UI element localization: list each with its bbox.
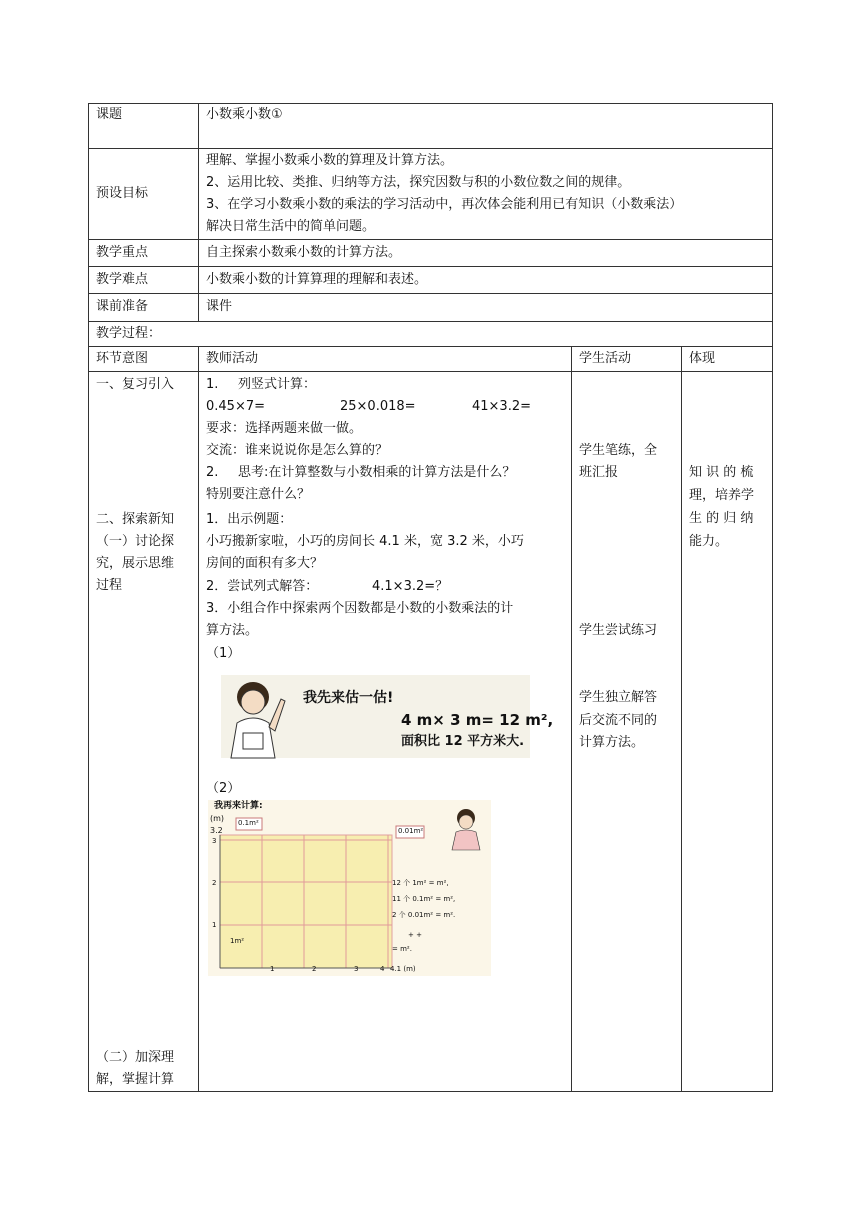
calc-row-2: 11 个 0.1m² = m²,: [392, 895, 456, 903]
section-explore-2: （一）讨论探: [96, 534, 175, 549]
example-3a: 3．小组合作中探索两个因数都是小数的小数乘法的计: [206, 601, 514, 616]
y-unit: (m): [210, 814, 225, 823]
calc-3: 41×3.2=: [472, 399, 532, 414]
section-explore-1: 二、探索新知: [96, 512, 175, 527]
section-explore-3: 究，展示思维: [96, 556, 175, 571]
estimate-figure: [221, 675, 554, 758]
exchange: 交流：谁来说说你是怎么算的？: [206, 443, 389, 458]
box-tiny-label: 0.01m²: [398, 827, 424, 835]
estimate-note: 面积比 12 平方米大.: [401, 734, 525, 749]
x-tick-4: 4: [380, 965, 385, 973]
estimate-equation: 4 m× 3 m= 12 m²,: [401, 711, 554, 729]
header-reflect: 体现: [689, 351, 716, 366]
grid-title: 我再来计算:: [214, 801, 263, 811]
grid-figure: [208, 800, 491, 976]
prep-label: 课前准备: [96, 299, 149, 314]
teacher-item-1-num: 1.: [206, 377, 219, 392]
teacher-item-2-num: 2.: [206, 465, 219, 480]
student-3b: 后交流不同的: [579, 713, 658, 728]
requirement: 要求：选择两题来做一做。: [206, 421, 363, 436]
topic-value: 小数乘小数①: [206, 107, 283, 122]
header-teacher: 教师活动: [206, 351, 259, 366]
y-tick-3: 3: [212, 837, 217, 845]
goal-line-1: 理解、掌握小数乘小数的算理及计算方法。: [206, 153, 454, 168]
reflect-3: 生 的 归 纳: [689, 511, 754, 526]
unit-square-label: 1m²: [230, 937, 245, 945]
boy-illustration: [221, 675, 291, 758]
process-label: 教学过程：: [96, 326, 162, 341]
y-tick-1: 1: [212, 921, 217, 929]
example-1: 1．出示例题：: [206, 512, 293, 527]
box-small-label: 0.1m²: [238, 819, 259, 827]
y-tick-2: 2: [212, 879, 217, 887]
header-stage: 环节意图: [96, 351, 149, 366]
section-explore-4: 过程: [96, 578, 123, 593]
example-2: 2．尝试列式解答：: [206, 579, 319, 594]
speech-text: 我先来估一估!: [303, 690, 394, 706]
x-tick-1: 1: [270, 965, 275, 973]
x-axis-end: 4.1 (m): [390, 965, 416, 973]
section-deepen-1: （二）加深理: [96, 1050, 175, 1065]
goal-line-3: 3、在学习小数乘小数的乘法的学习活动中，再次体会能利用已有知识（小数乘法）: [206, 197, 683, 212]
key-label: 教学重点: [96, 245, 149, 260]
calc-row-1: 12 个 1m² = m²,: [392, 879, 449, 887]
x-tick-3: 3: [354, 965, 359, 973]
y-top-label: 3.2: [210, 826, 223, 835]
part-2-label: （2）: [206, 781, 241, 796]
section-review: 一、复习引入: [96, 377, 175, 392]
reflect-1: 知 识 的 梳: [689, 465, 754, 480]
example-text-1: 小巧搬新家啦，小巧的房间长 4.1 米，宽 3.2 米，小巧: [206, 534, 524, 549]
teacher-item-2-cont: 特别要注意什么？: [206, 487, 311, 502]
teacher-item-1-text: 列竖式计算：: [238, 377, 317, 392]
goal-line-2: 2、运用比较、类推、归纳等方法，探究因数与积的小数位数之间的规律。: [206, 175, 631, 190]
x-tick-2: 2: [312, 965, 317, 973]
student-3a: 学生独立解答: [579, 690, 658, 705]
reflect-2: 理，培养学: [689, 488, 755, 503]
topic-label: 课题: [96, 107, 123, 122]
reflect-4: 能力。: [689, 534, 729, 549]
example-3b: 算方法。: [206, 623, 259, 638]
prep-value: 课件: [206, 299, 233, 314]
section-deepen-2: 解，掌握计算: [96, 1072, 175, 1087]
goal-line-4: 解决日常生活中的简单问题。: [206, 219, 376, 234]
student-1a: 学生笔练，全: [579, 443, 658, 458]
calc-sum-1: + +: [408, 931, 422, 939]
header-student: 学生活动: [579, 351, 632, 366]
calc-row-3: 2 个 0.01m² = m².: [392, 911, 456, 919]
key-value: 自主探索小数乘小数的计算方法。: [206, 245, 402, 260]
student-1b: 班汇报: [579, 465, 619, 480]
goal-label: 预设目标: [96, 186, 149, 201]
calc-sum-2: = m².: [392, 945, 412, 953]
difficulty-value: 小数乘小数的计算算理的理解和表述。: [206, 272, 428, 287]
teacher-item-2-text: 思考:在计算整数与小数相乘的计算方法是什么？: [238, 465, 516, 480]
student-3c: 计算方法。: [579, 735, 645, 750]
example-text-2: 房间的面积有多大？: [206, 556, 324, 571]
part-1-label: （1）: [206, 646, 241, 661]
calc-2: 25×0.018=: [340, 399, 416, 414]
difficulty-label: 教学难点: [96, 272, 149, 287]
calc-1: 0.45×7=: [206, 399, 266, 414]
student-2: 学生尝试练习: [579, 623, 658, 638]
example-2-formula: 4.1×3.2=？: [372, 579, 449, 594]
